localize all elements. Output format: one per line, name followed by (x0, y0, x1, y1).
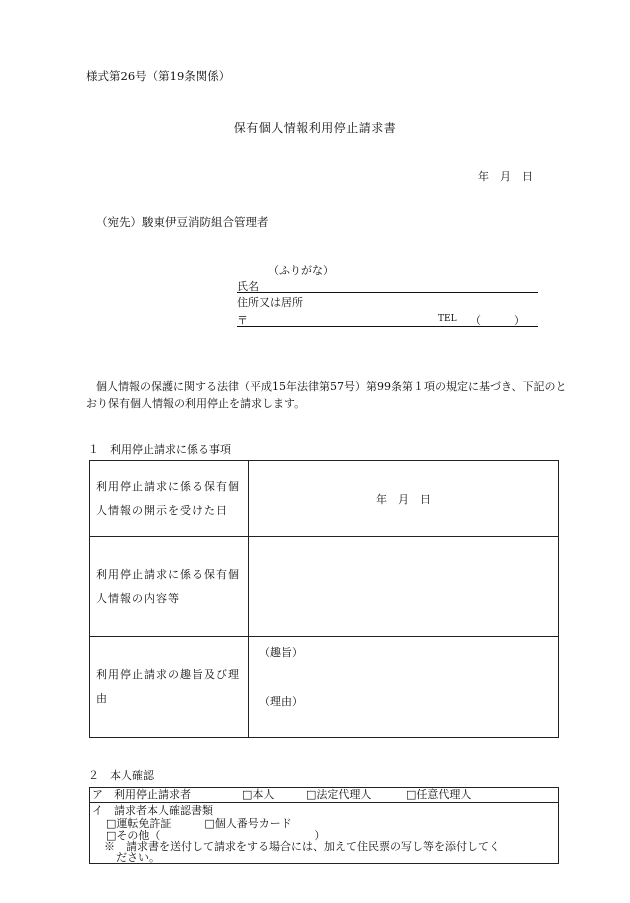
option-voluntary-rep-checkbox[interactable]: □任意代理人 (406, 788, 472, 801)
requester-type-row (90, 788, 558, 803)
intro-text: 個人情報の保護に関する法律（平成15年法律第57号）第99条第１項の規定に基づき、下記のとおり保有個人情報の利用停止を請求します。 (86, 380, 567, 410)
option-self-checkbox[interactable]: □本人 (242, 788, 275, 801)
reason-label: （理由） (259, 695, 303, 708)
disclosure-date-value[interactable]: 年 月 日 (249, 461, 559, 537)
id-documents-other[interactable]: □その他（ ） (106, 829, 326, 842)
id-documents-label: イ 請求者本人確認書類 (92, 804, 213, 817)
info-content-label: 利用停止請求に係る保有個人情報の内容等 (90, 537, 249, 637)
table-row (90, 461, 559, 537)
addressee: （宛先）駿東伊豆消防組合管理者 (96, 215, 269, 229)
section1-heading: １ 利用停止請求に係る事項 (88, 443, 231, 456)
table-row (90, 537, 559, 637)
section2-heading: ２ 本人確認 (88, 769, 154, 782)
name-label: 氏名 (237, 280, 259, 293)
note-line-1: ※ 請求書を送付して請求をする場合には、加えて住民票の写し等を添付してく (104, 840, 500, 853)
postal-mark: 〒 (237, 314, 248, 327)
info-content-value[interactable] (249, 537, 559, 637)
purpose-reason-label: 利用停止請求の趣旨及び理由 (90, 637, 249, 738)
address-field[interactable] (237, 294, 538, 308)
tel-parentheses: （ ） (470, 314, 525, 327)
form-number: 様式第26号（第19条関係） (86, 69, 231, 83)
address-label: 住所又は居所 (237, 296, 303, 309)
name-field[interactable] (237, 278, 538, 293)
tel-label: TEL (438, 314, 457, 324)
request-date: 年 月 日 (478, 170, 533, 183)
id-documents-options[interactable]: □運転免許証 □個人番号カード (106, 817, 292, 830)
request-details-table (89, 460, 559, 738)
document-title: 保有個人情報利用停止請求書 (233, 121, 397, 135)
identity-check-box (89, 787, 559, 864)
note-line-2: ださい。 (116, 851, 160, 864)
postal-tel-field[interactable] (237, 312, 538, 327)
furigana-label: （ふりがな） (268, 264, 334, 277)
requester-type-label: ア 利用停止請求者 (92, 788, 191, 801)
disclosure-date-label: 利用停止請求に係る保有個人情報の開示を受けた日 (90, 461, 249, 537)
purpose-reason-value[interactable] (249, 637, 559, 738)
option-legal-rep-checkbox[interactable]: □法定代理人 (306, 788, 372, 801)
purpose-label: （趣旨） (259, 646, 303, 659)
table-row (90, 637, 559, 738)
